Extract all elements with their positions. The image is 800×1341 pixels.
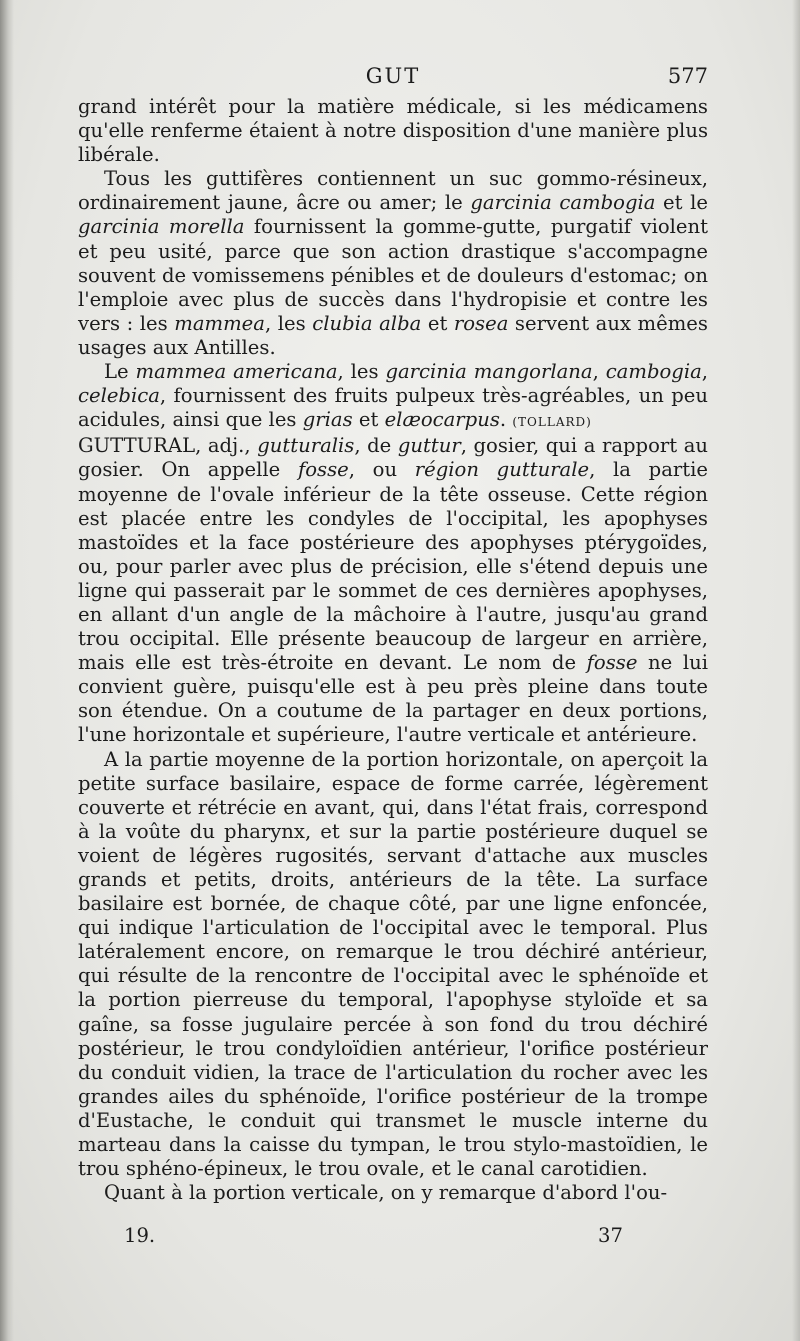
italic-term: région gutturale	[414, 458, 590, 482]
text-run: et	[421, 311, 454, 335]
italic-term: mammea americana	[135, 360, 338, 384]
text-run: GUTTURAL, adj.,	[78, 434, 258, 458]
entry-guttural	[78, 434, 708, 747]
text-run: et	[352, 408, 385, 432]
text-run: servent aux mêmes usages aux Antilles.	[78, 311, 708, 359]
text-run: , gosier, qui a rapport au gosier. On appelle	[78, 434, 708, 482]
page-edge-shadow	[792, 0, 800, 1341]
text-run: fournissent la gomme-gutte, purgatif violent et peu usité, parce que son action drastique s'accompagne souvent de vomissemens pénibles et de douleurs d'estomac; on l'emploie avec plus de succès dans l'hydropisie et contre les vers : les	[78, 215, 708, 335]
text-run: .	[499, 408, 513, 432]
italic-term: garcinia cambogia	[470, 191, 656, 215]
gathering-number: 37	[598, 1224, 623, 1247]
author-signature: (TOLLARD)	[512, 415, 592, 430]
italic-term: fosse	[586, 651, 638, 675]
italic-term: guttur	[397, 434, 461, 458]
italic-term: mammea	[174, 311, 265, 335]
text-run: grand intérêt pour la matière médicale, si les médicamens qu'elle renferme étaient à notre disposition d'une manière plus libérale.	[78, 95, 708, 167]
italic-term: grias	[302, 408, 353, 432]
running-head: GUT	[365, 64, 421, 88]
paragraph	[78, 167, 708, 360]
binding-shadow	[0, 0, 14, 1341]
italic-term: garcinia mangorlana	[385, 360, 593, 384]
text-run: A la partie moyenne de la portion horizontale, on aperçoit la petite surface basilaire, espace de forme carrée, légèrement couverte et rétrécie en avant, qui, dans l'état frais, correspond à la voûte du pharynx, et sur la partie postérieure duquel se voient de légères rugosités, servant d'attache aux muscles grands et petits, droits, antérieurs de la tête. La surface basilaire est bornée, de chaque côté, par une ligne enfoncée, qui indique l'articulation de l'occipital avec le temporal. Plus latéralement encore, on remarque le trou déchiré antérieur, qui résulte de la rencontre de l'occipital avec le sphénoïde et la portion pierreuse du temporal, l'apophyse styloïde et sa gaîne, sa fosse jugulaire percée à son fond du trou déchiré postérieur, le trou condyloïdien antérieur, l'orifice postérieur du conduit vidien, la trace de l'articulation du rocher avec les grandes ailes du sphénoïde, l'orifice postérieur de la trompe d'Eustache, le conduit qui transmet le muscle interne du marteau dans la caisse du tympan, le trou stylo-mastoïdien, le trou sphéno-épineux, le trou ovale, et le canal carotidien.	[78, 747, 708, 1181]
text-run: , fournissent des fruits pulpeux très-agréables, un peu acidules, ainsi que les	[78, 384, 708, 432]
italic-term: garcinia morella	[78, 215, 245, 239]
text-run: Le	[104, 360, 136, 384]
text-run: , la partie moyenne de l'ovale inférieur de la tête osseuse. Cette région est placée entre les condyles de l'occipital, les apophyses mastoïdes et la face postérieure des apophyses ptérygoïdes, ou, pour parler avec plus de précision, elle s'étend depuis une ligne qui passerait par le sommet de ces dernières apophyses, en allant d'un angle de la mâchoire à l'autre, jusqu'au grand trou occipital. Elle présente beaucoup de largeur en arrière, mais elle est très-étroite en devant. Le nom de	[78, 458, 709, 675]
italic-term: gutturalis	[257, 434, 355, 458]
italic-term: clubia alba	[312, 311, 422, 335]
page-footer	[78, 1224, 708, 1254]
text-run: , de	[354, 434, 398, 458]
italic-term: fosse	[297, 458, 349, 482]
paragraph	[78, 748, 708, 1182]
italic-term: cambogia	[605, 360, 702, 384]
page-number: 577	[667, 64, 708, 88]
italic-term: elæocarpus	[384, 408, 500, 432]
text-run: , les	[264, 311, 313, 335]
text-run: et le	[655, 191, 708, 215]
text-run: Tous les guttifères contiennent un suc gommo-résineux, ordinairement jaune, âcre ou amer; le	[78, 167, 708, 215]
text-run: , ou	[348, 458, 415, 482]
text-run: ne lui convient guère, puisqu'elle est à peu près pleine dans toute son étendue. On a coutume de la partager en deux portions, l'une horizontale et supérieure, l'autre verticale et antérieure.	[78, 651, 708, 747]
text-run: Quant à la portion verticale, on y remarque d'abord l'ou-	[104, 1181, 668, 1205]
text-run: ,	[592, 360, 606, 384]
paragraph	[78, 1181, 708, 1205]
paragraph	[78, 95, 708, 167]
page-header	[78, 64, 708, 94]
italic-term: rosea	[453, 311, 509, 335]
italic-term: celebica	[78, 384, 160, 408]
signature-mark: 19.	[124, 1224, 156, 1247]
text-run: , les	[337, 360, 386, 384]
body-text	[78, 95, 708, 1205]
paragraph	[78, 360, 708, 434]
text-run: ,	[701, 360, 709, 384]
